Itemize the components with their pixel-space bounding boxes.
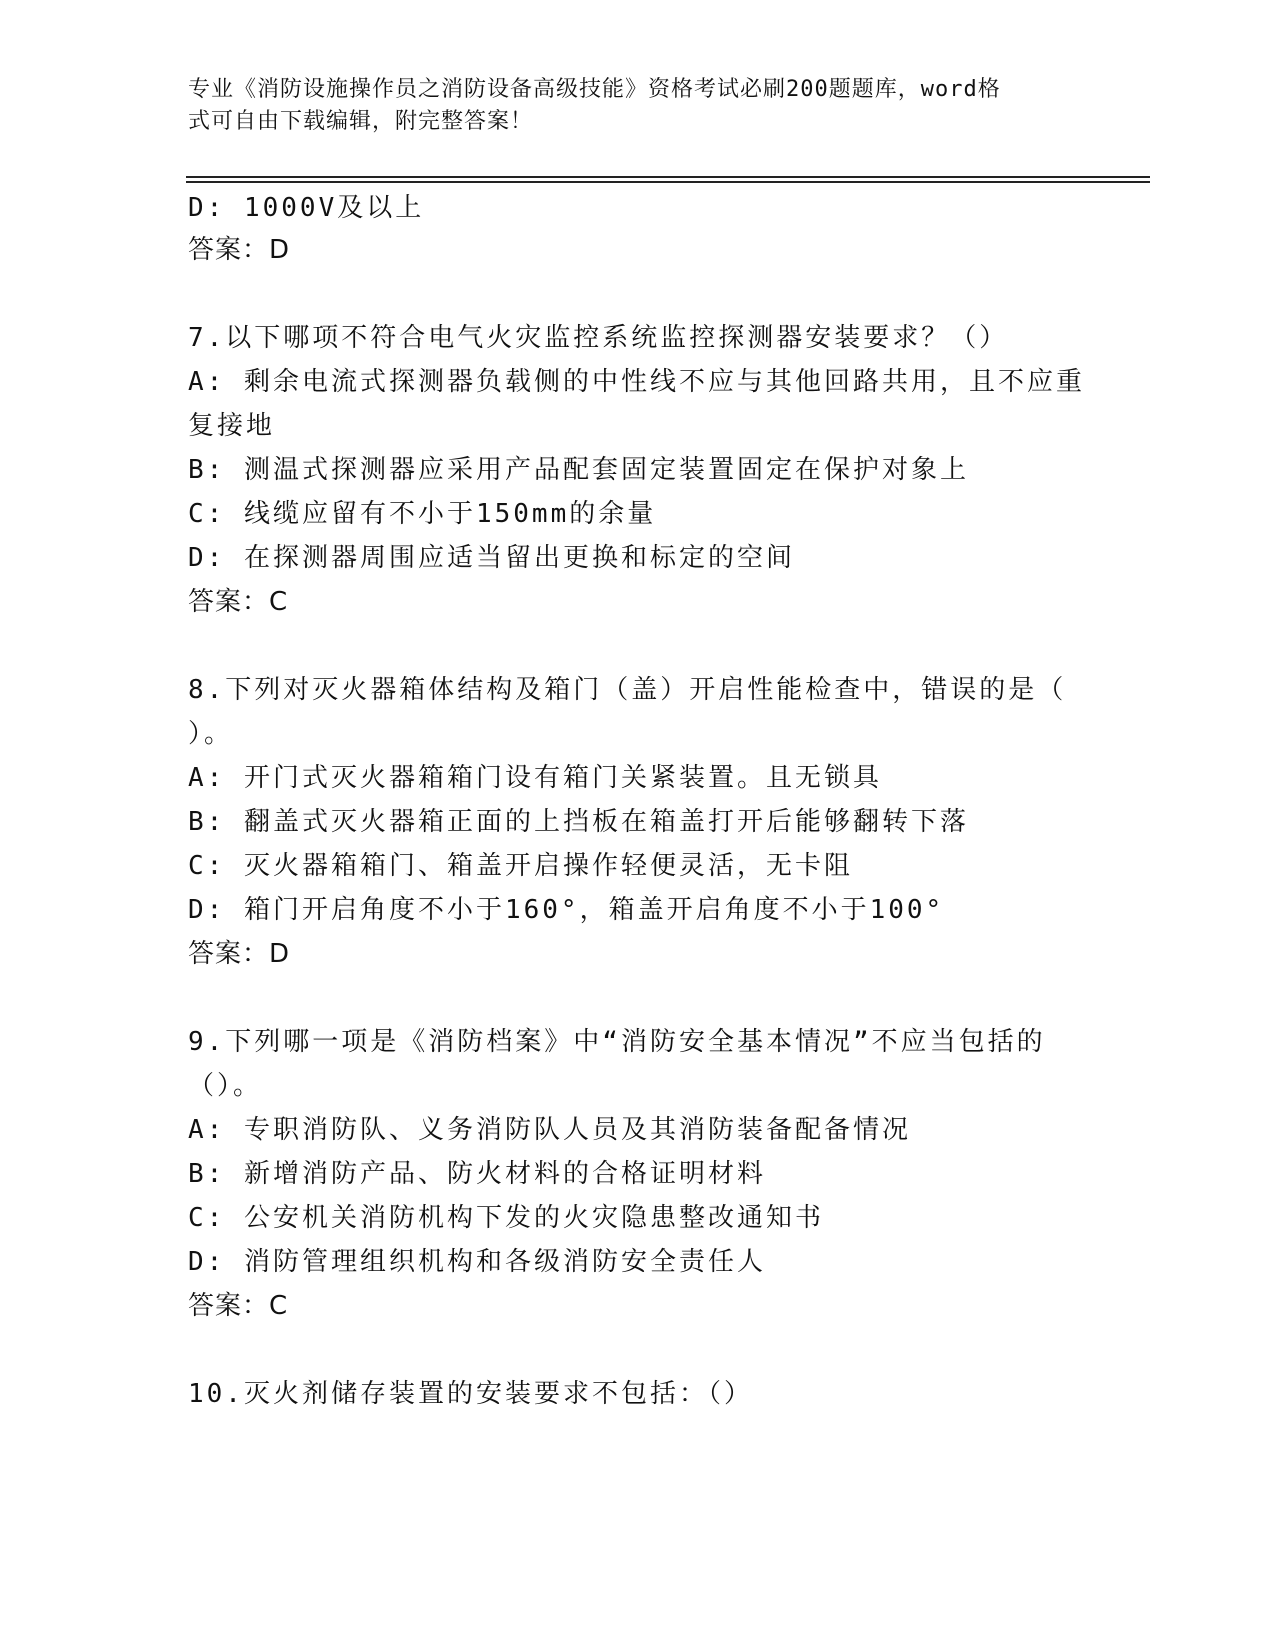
q9-option-c: C: 公安机关消防机构下发的火灾隐患整改通知书 (188, 1203, 824, 1233)
header-rule-top (186, 176, 1150, 178)
prev-option-d: D: 1000V及以上 (188, 193, 425, 223)
q8-option-c: C: 灭火器箱箱门、箱盖开启操作轻便灵活，无卡阻 (188, 851, 853, 881)
q8-stem-line-1: 8.下列对灭火器箱体结构及箱门（盖）开启性能检查中，错误的是（ (188, 675, 1067, 705)
q7-option-a-line-2: 复接地 (188, 411, 276, 441)
q9-answer: 答案：C (188, 1291, 289, 1321)
header-line-1: 专业《消防设施操作员之消防设备高级技能》资格考试必刷200题题库，word格 (188, 77, 1001, 102)
q8-option-a: A: 开门式灭火器箱箱门设有箱门关紧装置。且无锁具 (188, 763, 882, 793)
prev-answer: 答案：D (188, 235, 291, 265)
q8-stem-line-2: ）。 (188, 719, 234, 749)
q9-option-d: D: 消防管理组织机构和各级消防安全责任人 (188, 1247, 766, 1277)
q7-answer: 答案：C (188, 587, 289, 617)
q8-option-d: D: 箱门开启角度不小于160°，箱盖开启角度不小于100° (188, 895, 945, 925)
q9-option-a: A: 专职消防队、义务消防队人员及其消防装备配备情况 (188, 1115, 911, 1145)
q9-option-b: B: 新增消防产品、防火材料的合格证明材料 (188, 1159, 766, 1189)
q8-answer: 答案：D (188, 939, 291, 969)
q9-stem-line-2: （）。 (188, 1071, 263, 1101)
q7-option-d: D: 在探测器周围应适当留出更换和标定的空间 (188, 543, 795, 573)
q7-option-b: B: 测温式探测器应采用产品配套固定装置固定在保护对象上 (188, 455, 969, 485)
q7-stem: 7.以下哪项不符合电气火灾监控系统监控探测器安装要求？（） (188, 323, 1009, 353)
document-header (188, 74, 1068, 138)
header-rule-bottom (186, 181, 1150, 183)
q7-option-a-line-1: A: 剩余电流式探测器负载侧的中性线不应与其他回路共用，且不应重 (188, 367, 1085, 397)
header-line-2: 式可自由下载编辑，附完整答案！ (188, 109, 534, 134)
q10-stem: 10.灭火剂储存装置的安装要求不包括：（） (188, 1379, 753, 1409)
q7-option-c: C: 线缆应留有不小于150mm的余量 (188, 499, 657, 529)
q8-option-b: B: 翻盖式灭火器箱正面的上挡板在箱盖打开后能够翻转下落 (188, 807, 969, 837)
q9-stem-line-1: 9.下列哪一项是《消防档案》中“消防安全基本情况”不应当包括的 (188, 1027, 1046, 1057)
